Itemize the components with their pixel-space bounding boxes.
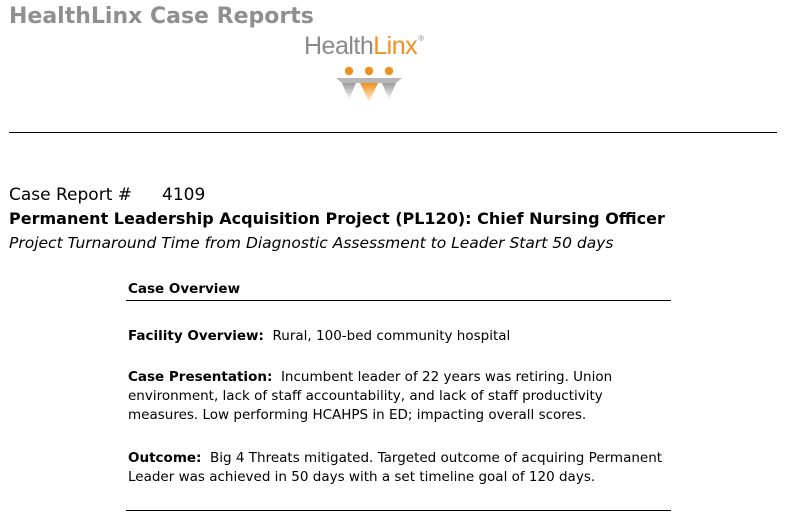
three-people-icon: [332, 66, 406, 104]
case-report-number: 4109: [162, 185, 206, 205]
overview-divider-top: [126, 300, 671, 301]
logo-word-accent: Linx: [373, 32, 418, 60]
document-title: HealthLinx Case Reports: [9, 4, 314, 29]
case-presentation-label: Case Presentation:: [128, 369, 273, 385]
outcome-text: Big 4 Threats mitigated. Targeted outcome of acquiring Permanent Leader was achieved in 50 days with a set timeline goal of 120 days.: [128, 450, 663, 485]
logo-trademark: ®: [418, 34, 424, 43]
logo-word-main: Health: [304, 32, 374, 60]
case-overview-section: [128, 280, 671, 485]
case-presentation-paragraph: [128, 368, 648, 425]
project-title: Permanent Leadership Acquisition Project (PL120): Chief Nursing Officer: [9, 209, 665, 228]
case-report-label: Case Report #: [9, 185, 133, 205]
case-presentation-text: Incumbent leader of 22 years was retiring. Union environment, lack of staff accountability, and lack of staff productivity measures. Low performing HCAHPS in ED; impacting overall scores.: [128, 369, 613, 423]
case-overview-heading: Case Overview: [128, 281, 241, 297]
facility-overview-label: Facility Overview:: [128, 328, 264, 344]
case-report-line: [9, 185, 205, 205]
healthlinx-logo: [300, 28, 440, 108]
facility-overview-paragraph: [128, 327, 510, 346]
header-divider: [9, 132, 777, 133]
project-subtitle: Project Turnaround Time from Diagnostic Assessment to Leader Start 50 days: [9, 234, 614, 252]
logo-wordmark: [304, 32, 424, 61]
facility-overview-text: Rural, 100-bed community hospital: [272, 328, 511, 344]
overview-divider-bottom: [126, 510, 671, 511]
outcome-label: Outcome:: [128, 450, 202, 466]
outcome-paragraph: [128, 449, 668, 487]
